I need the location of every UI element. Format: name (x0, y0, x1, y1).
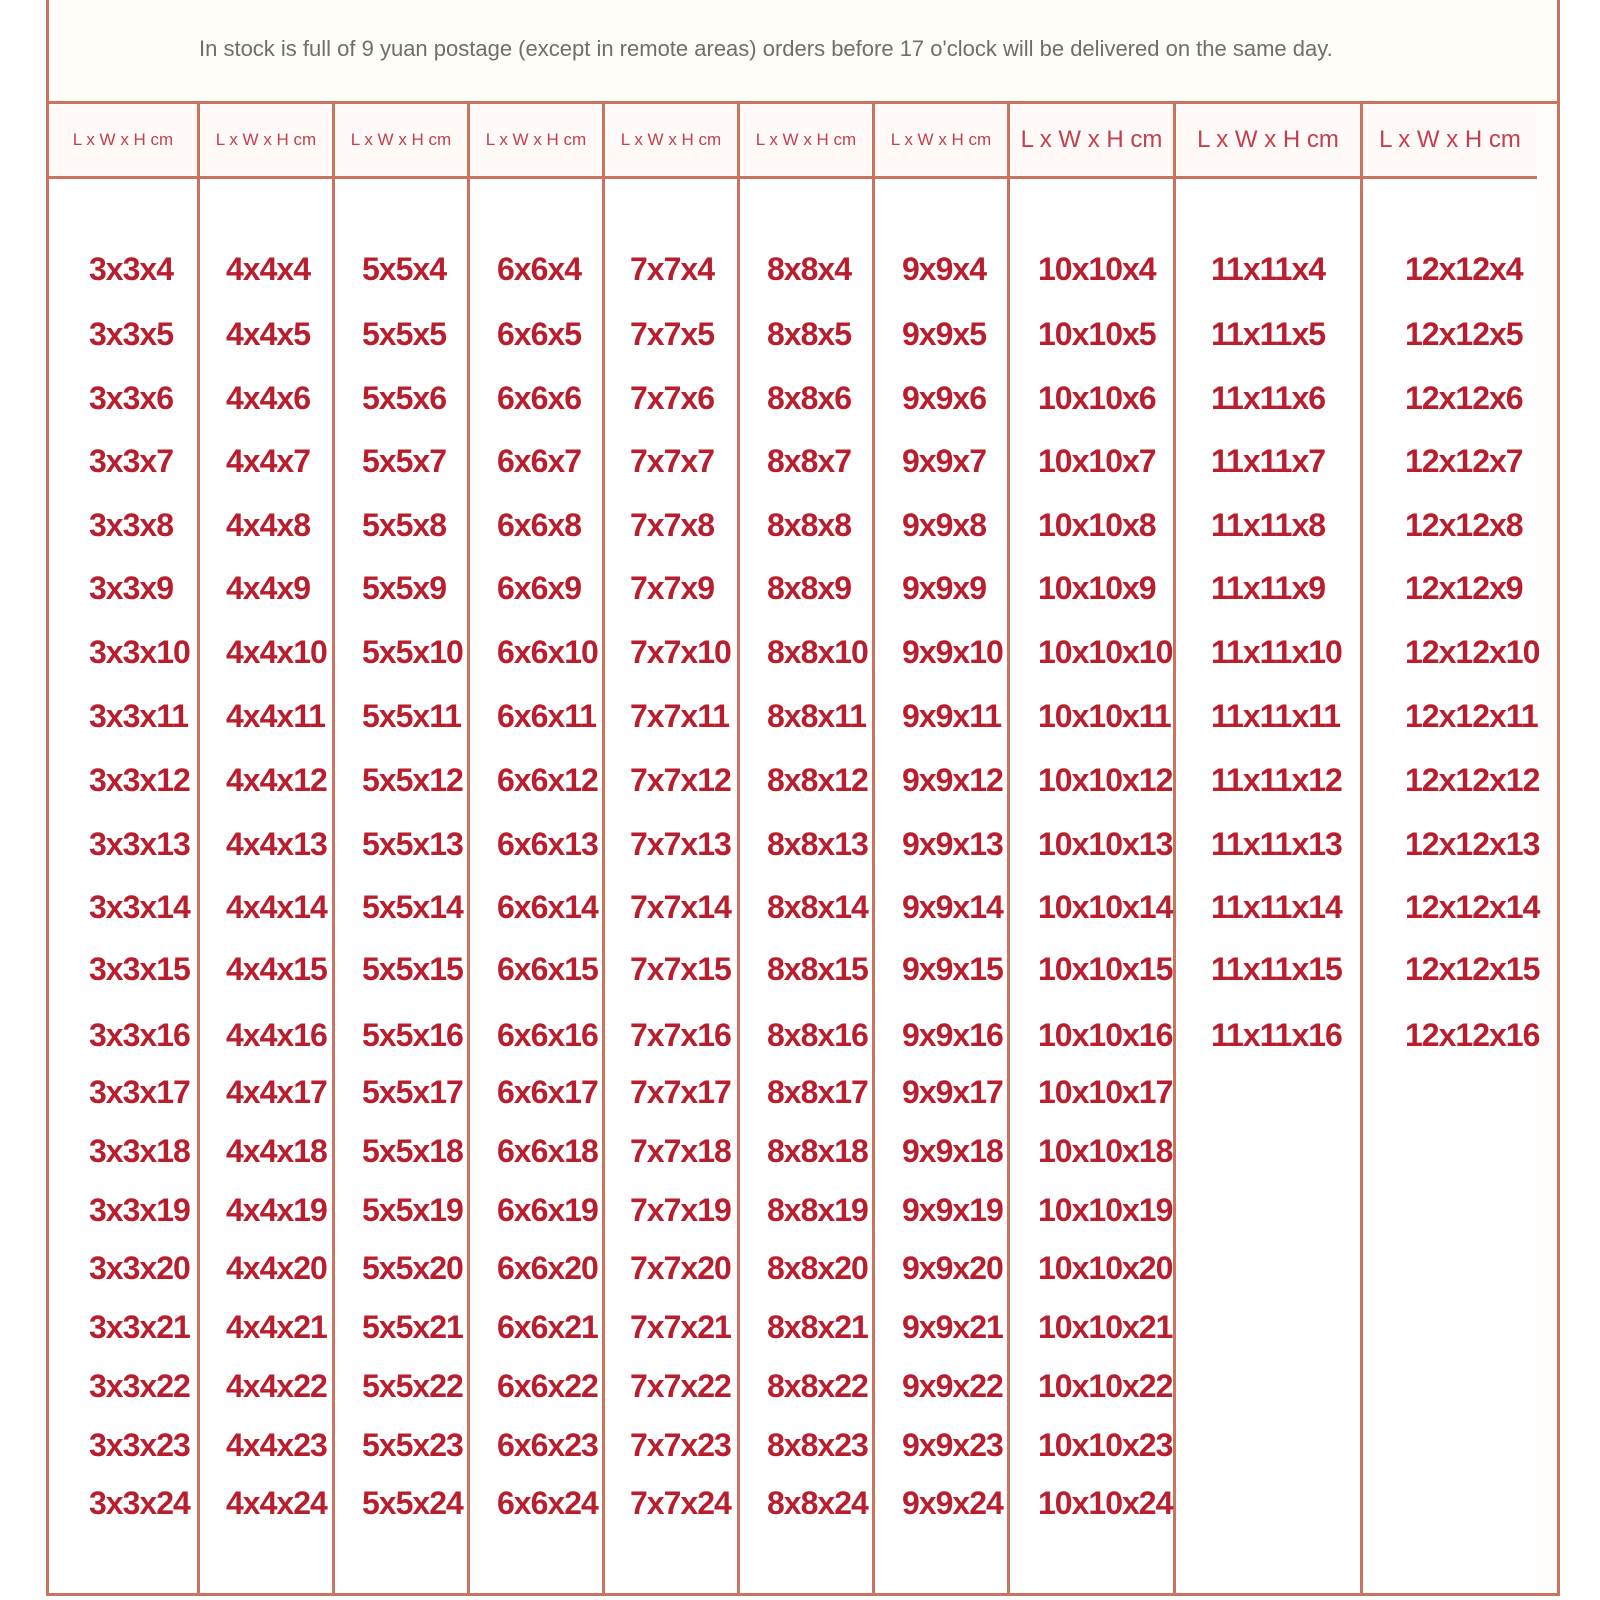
size-cell: 8x8x13 (767, 826, 868, 862)
size-cell: 6x6x24 (497, 1485, 598, 1521)
size-cell: 11x11x16 (1211, 1017, 1342, 1053)
size-cell: 7x7x13 (630, 826, 731, 862)
size-column-10 (1363, 104, 1540, 1593)
size-cell: 3x3x19 (89, 1192, 190, 1228)
size-cell: 4x4x15 (226, 951, 327, 987)
size-cell: 6x6x21 (497, 1309, 598, 1345)
size-cell: 8x8x21 (767, 1309, 868, 1345)
size-cell: 11x11x12 (1211, 762, 1342, 798)
size-cell: 10x10x21 (1038, 1309, 1173, 1345)
size-cell: 9x9x7 (902, 443, 986, 479)
size-cell: 7x7x8 (630, 507, 714, 543)
size-cell: 8x8x9 (767, 570, 851, 606)
size-cell: 10x10x16 (1038, 1017, 1173, 1053)
size-cell: 7x7x15 (630, 951, 731, 987)
size-cell: 9x9x23 (902, 1427, 1003, 1463)
size-cell: 6x6x14 (497, 889, 598, 925)
size-cell: 4x4x10 (226, 634, 327, 670)
size-cell: 9x9x24 (902, 1485, 1003, 1521)
size-cell: 6x6x7 (497, 443, 581, 479)
size-cell: 7x7x5 (630, 316, 714, 352)
size-cell: 9x9x5 (902, 316, 986, 352)
size-column-8 (1010, 104, 1176, 1593)
size-cell: 4x4x12 (226, 762, 327, 798)
size-cell: 10x10x4 (1038, 251, 1156, 287)
size-cell: 4x4x9 (226, 570, 310, 606)
size-cell: 6x6x19 (497, 1192, 598, 1228)
size-cell: 3x3x16 (89, 1017, 190, 1053)
size-cell: 4x4x23 (226, 1427, 327, 1463)
size-cell: 7x7x4 (630, 251, 714, 287)
size-column-9 (1176, 104, 1363, 1593)
size-cell: 6x6x18 (497, 1133, 598, 1169)
size-cell: 5x5x10 (362, 634, 463, 670)
shipping-notice-banner (49, 0, 1557, 104)
size-cell: 12x12x16 (1405, 1017, 1540, 1053)
size-table (49, 104, 1557, 1593)
size-cell: 12x12x7 (1405, 443, 1523, 479)
size-cell: 3x3x18 (89, 1133, 190, 1169)
size-cell: 11x11x8 (1211, 507, 1326, 543)
size-cell: 9x9x15 (902, 951, 1003, 987)
size-cell: 3x3x23 (89, 1427, 190, 1463)
size-cell: 5x5x9 (362, 570, 446, 606)
size-cell: 5x5x20 (362, 1250, 463, 1286)
size-cell: 8x8x4 (767, 251, 851, 287)
size-cell: 7x7x16 (630, 1017, 731, 1053)
size-column-1 (49, 104, 200, 1593)
size-cell: 4x4x4 (226, 251, 310, 287)
size-cell: 6x6x23 (497, 1427, 598, 1463)
size-cell: 7x7x22 (630, 1368, 731, 1404)
size-cell: 11x11x15 (1211, 951, 1342, 987)
size-cell: 12x12x10 (1405, 634, 1540, 670)
size-cell: 4x4x11 (226, 698, 326, 734)
size-cell: 10x10x8 (1038, 507, 1156, 543)
size-cell: 10x10x23 (1038, 1427, 1173, 1463)
size-cell: 4x4x19 (226, 1192, 327, 1228)
size-cell: 3x3x7 (89, 443, 173, 479)
size-cell: 6x6x8 (497, 507, 581, 543)
size-cell: 3x3x5 (89, 316, 173, 352)
size-cell: 3x3x14 (89, 889, 190, 925)
size-cell: 4x4x5 (226, 316, 310, 352)
column-header-label: L x W x H cm (740, 104, 872, 179)
size-cell: 3x3x10 (89, 634, 190, 670)
size-cell: 4x4x21 (226, 1309, 327, 1345)
size-cell: 11x11x5 (1211, 316, 1326, 352)
size-cell: 4x4x17 (226, 1074, 327, 1110)
size-cell: 8x8x6 (767, 380, 851, 416)
size-cell: 9x9x4 (902, 251, 986, 287)
size-cell: 10x10x20 (1038, 1250, 1173, 1286)
size-cell: 6x6x12 (497, 762, 598, 798)
shipping-notice-text: In stock is full of 9 yuan postage (except in remote areas) orders before 17 o'clock will be delivered on the same day. (199, 36, 1333, 61)
size-cell: 3x3x9 (89, 570, 173, 606)
size-cell: 11x11x4 (1211, 251, 1326, 287)
size-cell: 11x11x10 (1211, 634, 1342, 670)
size-cell: 9x9x9 (902, 570, 986, 606)
size-cell: 5x5x12 (362, 762, 463, 798)
size-cell: 5x5x19 (362, 1192, 463, 1228)
size-cell: 7x7x24 (630, 1485, 731, 1521)
size-cell: 5x5x15 (362, 951, 463, 987)
size-cell: 11x11x7 (1211, 443, 1326, 479)
column-header-label: L x W x H cm (49, 104, 197, 179)
size-cell: 12x12x14 (1405, 889, 1540, 925)
size-cell: 4x4x13 (226, 826, 327, 862)
size-cell: 7x7x9 (630, 570, 714, 606)
size-cell: 3x3x6 (89, 380, 173, 416)
size-cell: 8x8x15 (767, 951, 868, 987)
size-cell: 8x8x16 (767, 1017, 868, 1053)
size-cell: 3x3x17 (89, 1074, 190, 1110)
size-cell: 3x3x4 (89, 251, 173, 287)
size-cell: 9x9x18 (902, 1133, 1003, 1169)
column-header-label: L x W x H cm (1176, 104, 1360, 179)
size-column-7 (875, 104, 1010, 1593)
size-cell: 8x8x8 (767, 507, 851, 543)
size-cell: 9x9x19 (902, 1192, 1003, 1228)
size-cell: 6x6x11 (497, 698, 597, 734)
size-cell: 3x3x22 (89, 1368, 190, 1404)
size-cell: 5x5x11 (362, 698, 462, 734)
size-cell: 4x4x7 (226, 443, 310, 479)
size-cell: 10x10x18 (1038, 1133, 1173, 1169)
size-cell: 10x10x6 (1038, 380, 1156, 416)
size-cell: 8x8x17 (767, 1074, 868, 1110)
size-cell: 4x4x24 (226, 1485, 327, 1521)
size-cell: 8x8x19 (767, 1192, 868, 1228)
size-cell: 6x6x5 (497, 316, 581, 352)
size-cell: 3x3x24 (89, 1485, 190, 1521)
size-cell: 12x12x5 (1405, 316, 1523, 352)
size-cell: 4x4x14 (226, 889, 327, 925)
size-cell: 5x5x13 (362, 826, 463, 862)
size-cell: 11x11x11 (1211, 698, 1341, 734)
size-cell: 5x5x17 (362, 1074, 463, 1110)
size-cell: 9x9x13 (902, 826, 1003, 862)
size-cell: 8x8x10 (767, 634, 868, 670)
size-cell: 7x7x17 (630, 1074, 731, 1110)
size-cell: 6x6x22 (497, 1368, 598, 1404)
size-cell: 6x6x20 (497, 1250, 598, 1286)
size-cell: 11x11x13 (1211, 826, 1342, 862)
size-cell: 8x8x7 (767, 443, 851, 479)
size-cell: 8x8x22 (767, 1368, 868, 1404)
size-cell: 8x8x14 (767, 889, 868, 925)
size-cell: 9x9x17 (902, 1074, 1003, 1110)
size-cell: 8x8x23 (767, 1427, 868, 1463)
size-cell: 11x11x14 (1211, 889, 1342, 925)
size-cell: 12x12x11 (1405, 698, 1538, 734)
size-cell: 3x3x8 (89, 507, 173, 543)
size-cell: 12x12x15 (1405, 951, 1540, 987)
column-header-label: L x W x H cm (875, 104, 1007, 179)
size-cell: 5x5x16 (362, 1017, 463, 1053)
size-cell: 5x5x4 (362, 251, 446, 287)
size-cell: 6x6x16 (497, 1017, 598, 1053)
size-column-4 (470, 104, 605, 1593)
size-cell: 8x8x20 (767, 1250, 868, 1286)
size-cell: 3x3x21 (89, 1309, 190, 1345)
size-cell: 9x9x20 (902, 1250, 1003, 1286)
size-cell: 5x5x24 (362, 1485, 463, 1521)
size-cell: 11x11x6 (1211, 380, 1326, 416)
size-cell: 10x10x24 (1038, 1485, 1173, 1521)
column-header-label: L x W x H cm (335, 104, 467, 179)
size-cell: 4x4x22 (226, 1368, 327, 1404)
size-cell: 9x9x6 (902, 380, 986, 416)
size-cell: 5x5x23 (362, 1427, 463, 1463)
size-cell: 6x6x13 (497, 826, 598, 862)
size-cell: 7x7x10 (630, 634, 731, 670)
size-cell: 10x10x7 (1038, 443, 1156, 479)
size-cell: 7x7x21 (630, 1309, 731, 1345)
size-cell: 10x10x14 (1038, 889, 1173, 925)
size-cell: 9x9x21 (902, 1309, 1003, 1345)
size-cell: 4x4x16 (226, 1017, 327, 1053)
size-cell: 9x9x16 (902, 1017, 1003, 1053)
size-cell: 8x8x24 (767, 1485, 868, 1521)
size-cell: 6x6x9 (497, 570, 581, 606)
size-cell: 8x8x11 (767, 698, 867, 734)
size-cell: 12x12x12 (1405, 762, 1540, 798)
size-cell: 5x5x5 (362, 316, 446, 352)
size-cell: 10x10x17 (1038, 1074, 1173, 1110)
size-cell: 11x11x9 (1211, 570, 1326, 606)
size-cell: 10x10x11 (1038, 698, 1171, 734)
size-column-2 (200, 104, 335, 1593)
size-cell: 7x7x14 (630, 889, 731, 925)
size-chart-frame (46, 0, 1560, 1596)
size-cell: 10x10x15 (1038, 951, 1173, 987)
size-cell: 5x5x22 (362, 1368, 463, 1404)
size-column-6 (740, 104, 875, 1593)
size-cell: 4x4x18 (226, 1133, 327, 1169)
size-cell: 7x7x20 (630, 1250, 731, 1286)
size-cell: 8x8x5 (767, 316, 851, 352)
size-cell: 4x4x6 (226, 380, 310, 416)
size-cell: 7x7x11 (630, 698, 730, 734)
size-cell: 9x9x12 (902, 762, 1003, 798)
size-cell: 3x3x15 (89, 951, 190, 987)
size-cell: 5x5x8 (362, 507, 446, 543)
size-cell: 4x4x20 (226, 1250, 327, 1286)
size-cell: 12x12x6 (1405, 380, 1523, 416)
size-cell: 3x3x12 (89, 762, 190, 798)
size-cell: 5x5x18 (362, 1133, 463, 1169)
size-cell: 7x7x18 (630, 1133, 731, 1169)
size-cell: 10x10x5 (1038, 316, 1156, 352)
size-cell: 6x6x6 (497, 380, 581, 416)
size-cell: 3x3x11 (89, 698, 189, 734)
size-cell: 4x4x8 (226, 507, 310, 543)
size-cell: 10x10x19 (1038, 1192, 1173, 1228)
size-cell: 10x10x10 (1038, 634, 1173, 670)
size-cell: 10x10x12 (1038, 762, 1173, 798)
size-cell: 5x5x6 (362, 380, 446, 416)
size-cell: 8x8x18 (767, 1133, 868, 1169)
size-cell: 6x6x4 (497, 251, 581, 287)
size-cell: 9x9x11 (902, 698, 1002, 734)
size-cell: 3x3x13 (89, 826, 190, 862)
size-cell: 5x5x7 (362, 443, 446, 479)
size-column-5 (605, 104, 740, 1593)
size-cell: 9x9x10 (902, 634, 1003, 670)
size-cell: 5x5x21 (362, 1309, 463, 1345)
column-header-label: L x W x H cm (605, 104, 737, 179)
size-cell: 7x7x12 (630, 762, 731, 798)
size-cell: 3x3x20 (89, 1250, 190, 1286)
size-cell: 10x10x9 (1038, 570, 1156, 606)
size-cell: 7x7x6 (630, 380, 714, 416)
size-cell: 12x12x9 (1405, 570, 1523, 606)
size-cell: 7x7x7 (630, 443, 714, 479)
size-cell: 6x6x10 (497, 634, 598, 670)
size-cell: 12x12x4 (1405, 251, 1523, 287)
size-cell: 6x6x17 (497, 1074, 598, 1110)
size-column-3 (335, 104, 470, 1593)
size-cell: 7x7x19 (630, 1192, 731, 1228)
size-cell: 12x12x13 (1405, 826, 1540, 862)
size-cell: 6x6x15 (497, 951, 598, 987)
column-header-label: L x W x H cm (1363, 104, 1537, 179)
size-cell: 10x10x13 (1038, 826, 1173, 862)
size-cell: 7x7x23 (630, 1427, 731, 1463)
size-cell: 5x5x14 (362, 889, 463, 925)
column-header-label: L x W x H cm (470, 104, 602, 179)
size-cell: 9x9x8 (902, 507, 986, 543)
size-cell: 10x10x22 (1038, 1368, 1173, 1404)
size-cell: 12x12x8 (1405, 507, 1523, 543)
size-cell: 9x9x22 (902, 1368, 1003, 1404)
column-header-label: L x W x H cm (200, 104, 332, 179)
size-cell: 9x9x14 (902, 889, 1003, 925)
size-cell: 8x8x12 (767, 762, 868, 798)
column-header-label: L x W x H cm (1010, 104, 1173, 179)
